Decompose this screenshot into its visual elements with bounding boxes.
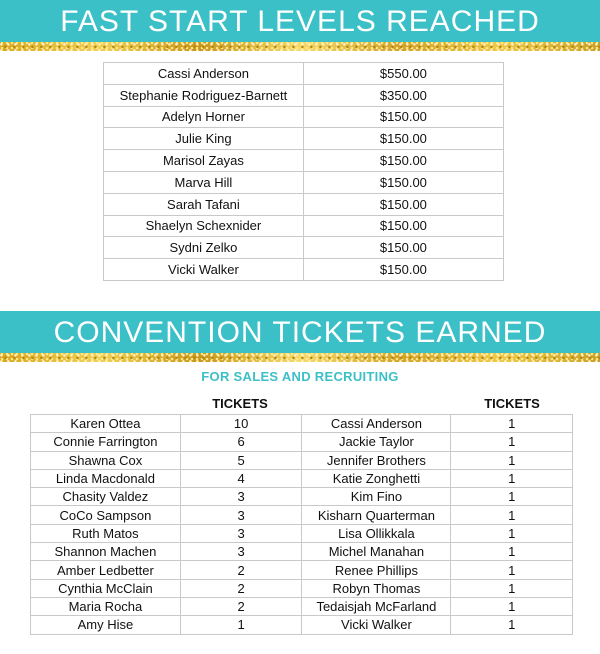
ticket-count: 1	[451, 543, 573, 561]
ticket-earner-name: Amy Hise	[31, 616, 181, 634]
ticket-count: 1	[451, 561, 573, 579]
fast-start-name: Shaelyn Schexnider	[104, 215, 304, 237]
ticket-earner-name: Kim Fino	[302, 488, 451, 506]
ticket-count: 1	[451, 524, 573, 542]
fast-start-amount: $150.00	[303, 193, 503, 215]
fast-start-amount: $150.00	[303, 106, 503, 128]
ticket-count: 1	[451, 451, 573, 469]
ticket-count: 1	[451, 616, 573, 634]
fast-start-amount: $150.00	[303, 171, 503, 193]
fast-start-name: Cassi Anderson	[104, 63, 304, 85]
gold-glitter-divider	[0, 353, 600, 362]
fast-start-title: FAST START LEVELS REACHED	[60, 5, 540, 38]
table-row	[31, 469, 573, 487]
ticket-earner-name: Cynthia McClain	[31, 579, 181, 597]
ticket-earner-name: Karen Ottea	[31, 415, 181, 433]
table-row	[104, 128, 504, 150]
ticket-count: 6	[180, 433, 302, 451]
fast-start-amount: $150.00	[303, 215, 503, 237]
ticket-count: 1	[451, 579, 573, 597]
ticket-count: 2	[180, 579, 302, 597]
ticket-count: 10	[180, 415, 302, 433]
fast-start-amount: $550.00	[303, 63, 503, 85]
ticket-earner-name: Renee Phillips	[302, 561, 451, 579]
fast-start-banner	[0, 0, 600, 42]
table-row	[31, 433, 573, 451]
fast-start-name: Marisol Zayas	[104, 150, 304, 172]
table-row	[104, 84, 504, 106]
ticket-count: 3	[180, 506, 302, 524]
convention-tickets-table	[30, 414, 573, 635]
ticket-count: 1	[451, 506, 573, 524]
ticket-count: 3	[180, 543, 302, 561]
convention-title: CONVENTION TICKETS EARNED	[53, 316, 547, 349]
convention-banner	[0, 311, 600, 354]
ticket-earner-name: CoCo Sampson	[31, 506, 181, 524]
fast-start-name: Stephanie Rodriguez-Barnett	[104, 84, 304, 106]
table-row	[31, 543, 573, 561]
fast-start-amount: $350.00	[303, 84, 503, 106]
ticket-count: 3	[180, 524, 302, 542]
ticket-count: 2	[180, 561, 302, 579]
fast-start-amount: $150.00	[303, 259, 503, 281]
table-row	[31, 506, 573, 524]
tickets-column-header-right: TICKETS	[484, 396, 540, 411]
gold-glitter-divider	[0, 42, 600, 51]
ticket-earner-name: Shawna Cox	[31, 451, 181, 469]
fast-start-name: Vicki Walker	[104, 259, 304, 281]
ticket-earner-name: Cassi Anderson	[302, 415, 451, 433]
ticket-earner-name: Maria Rocha	[31, 597, 181, 615]
table-row	[31, 488, 573, 506]
fast-start-name: Sydni Zelko	[104, 237, 304, 259]
ticket-earner-name: Kisharn Quarterman	[302, 506, 451, 524]
table-row	[31, 616, 573, 634]
table-row	[31, 415, 573, 433]
ticket-count: 1	[451, 469, 573, 487]
fast-start-amount: $150.00	[303, 150, 503, 172]
ticket-earner-name: Vicki Walker	[302, 616, 451, 634]
ticket-earner-name: Shannon Machen	[31, 543, 181, 561]
table-row	[31, 451, 573, 469]
ticket-earner-name: Jackie Taylor	[302, 433, 451, 451]
table-row	[104, 106, 504, 128]
ticket-earner-name: Connie Farrington	[31, 433, 181, 451]
ticket-count: 1	[180, 616, 302, 634]
table-row	[104, 171, 504, 193]
ticket-earner-name: Ruth Matos	[31, 524, 181, 542]
tickets-column-header-left: TICKETS	[212, 396, 268, 411]
fast-start-name: Julie King	[104, 128, 304, 150]
ticket-earner-name: Chasity Valdez	[31, 488, 181, 506]
fast-start-name: Marva Hill	[104, 171, 304, 193]
ticket-count: 1	[451, 488, 573, 506]
table-row	[31, 524, 573, 542]
ticket-count: 2	[180, 597, 302, 615]
table-row	[104, 237, 504, 259]
table-row	[104, 63, 504, 85]
table-row	[31, 561, 573, 579]
ticket-earner-name: Linda Macdonald	[31, 469, 181, 487]
ticket-earner-name: Amber Ledbetter	[31, 561, 181, 579]
table-row	[104, 259, 504, 281]
fast-start-amount: $150.00	[303, 237, 503, 259]
ticket-count: 1	[451, 433, 573, 451]
ticket-count: 5	[180, 451, 302, 469]
ticket-earner-name: Tedaisjah McFarland	[302, 597, 451, 615]
ticket-earner-name: Katie Zonghetti	[302, 469, 451, 487]
table-row	[31, 597, 573, 615]
table-row	[104, 193, 504, 215]
ticket-earner-name: Michel Manahan	[302, 543, 451, 561]
fast-start-amount: $150.00	[303, 128, 503, 150]
ticket-count: 1	[451, 597, 573, 615]
ticket-count: 3	[180, 488, 302, 506]
fast-start-name: Sarah Tafani	[104, 193, 304, 215]
fast-start-table	[103, 62, 504, 281]
table-row	[31, 579, 573, 597]
ticket-count: 1	[451, 415, 573, 433]
ticket-earner-name: Robyn Thomas	[302, 579, 451, 597]
convention-subtitle: FOR SALES AND RECRUITING	[201, 369, 399, 384]
ticket-count: 4	[180, 469, 302, 487]
ticket-earner-name: Jennifer Brothers	[302, 451, 451, 469]
table-row	[104, 150, 504, 172]
table-row	[104, 215, 504, 237]
ticket-earner-name: Lisa Ollikkala	[302, 524, 451, 542]
fast-start-name: Adelyn Horner	[104, 106, 304, 128]
